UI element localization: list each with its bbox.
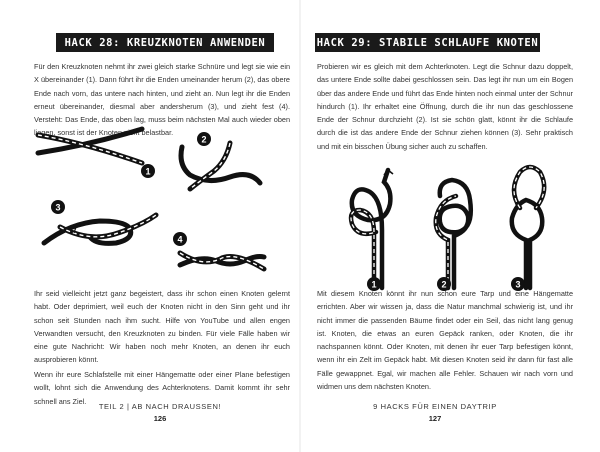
step-4-badge <box>173 232 187 246</box>
right-page-number: 127 <box>428 414 442 423</box>
svg-text:2: 2 <box>201 134 207 145</box>
hack-28-heading: HACK 28: KREUZKNOTEN ANWENDEN <box>56 33 274 52</box>
hack-29-heading: HACK 29: STABILE SCHLAUFE KNOTEN <box>315 33 540 52</box>
left-footer-section: TEIL 2 | AB NACH DRAUSSEN! <box>98 402 222 411</box>
left-page-number: 126 <box>153 414 167 423</box>
square-knot-steps-svg <box>30 125 270 275</box>
hack-28-intro-text: Für den Kreuzknoten nehmt ihr zwei gleich starke Schnüre und legt sie wie ein X übereinander (1). Dann führt ihr die Enden umeinander herum (2), das obere Ende nach vorn, das untere nach hinten, und zieht an. Nun legt ihr die Enden erneut übereinander, diesmal aber andersherum (3), und zieht fest (4). Versteht: Das Ende, das oben lag, muss beim nächsten Mal auch wieder oben liegen, sonst ist der Knoten nicht belastbar. <box>34 62 290 138</box>
right-page <box>300 0 600 452</box>
hack-29-intro-text: Probieren wir es gleich mit dem Achterknoten. Legt die Schnur dazu doppelt, das untere Ende sollte dabei geschlossen sein. Das legt ihr nun um ein Bogen über das andere Ende und führt das Ende hinten noch einmal unter der Schnur hindurch (1). Ihr erhaltet eine Öffnung, durch die ihr nun das geschlossene Ende der Schnur durchzieht (2). Ist sie schön glatt, könnt ihr die Schlaufe durch die ist das andere Ende der Schnur ziehen können (3). Sehr praktisch und mit ein bisschen Übung sicher auch zu schaffen. <box>317 62 573 151</box>
step-3-rope-knot <box>512 200 542 288</box>
svg-text:3: 3 <box>515 279 521 290</box>
hack-28-closing-text: Wenn ihr eure Schlafstelle mit einer Hängematte oder einer Plane befestigen wollt, lohnt sich die Anwendung des Achterknotens. Damit kommt ihr sehr schnell ans Ziel. <box>34 370 290 406</box>
step-1-badge <box>141 164 155 178</box>
svg-text:3: 3 <box>55 202 61 213</box>
svg-text:1: 1 <box>145 166 151 177</box>
hack-28-body-text: Ihr seid vielleicht jetzt ganz begeistert, dass ihr schon einen Knoten gelernt habt. Oder deprimiert, weil euch der Knoten nicht in den Sinn geht und ihr schon seit Stunden nach ihm sucht. Hilfe von YouTube und allen engen Verwandten versucht, den Kreuzknoten zu binden. Für viele Fälle haben wir eine gute Nachricht: Wir haben noch mehr Knoten, an denen ihr euch ausprobieren könnt. <box>34 289 290 365</box>
step-2-badge <box>197 132 211 146</box>
hack-29-body-text: Mit diesem Knoten könnt ihr nun schon eure Tarp und eine Hängematte errichten. Aber wir wissen ja, dass die Natur manchmal schwierig ist, und ihr nicht immer die passenden Bäume findet oder ein Seil, das nicht lang genug ist. Knoten, die etwas an euren Gepäck ranken, oder Knoten, die ihr nachspannen könnt. Oder Knoten, mit denen ihr euer Tarp befestigen könnt, wenn ihr ein Zelt im Gepäck habt. Mit diesen Knoten seid ihr dann für fast alle Fälle gewappnet. Egal, wir machen alle Fehler. Schauen wir nach vorn und widmen uns dem nächsten Knoten. <box>317 289 573 392</box>
svg-text:1: 1 <box>371 279 377 290</box>
svg-text:4: 4 <box>177 234 183 245</box>
svg-text:2: 2 <box>441 279 447 290</box>
step-1-rope-a <box>38 129 142 153</box>
square-knot-illustration <box>30 125 270 275</box>
right-footer-section: 9 HACKS FÜR EINEN DAYTRIP <box>373 402 497 411</box>
figure-eight-loop-illustration <box>330 160 570 295</box>
step-3-badge <box>51 200 65 214</box>
figure-eight-steps-svg <box>330 160 570 295</box>
